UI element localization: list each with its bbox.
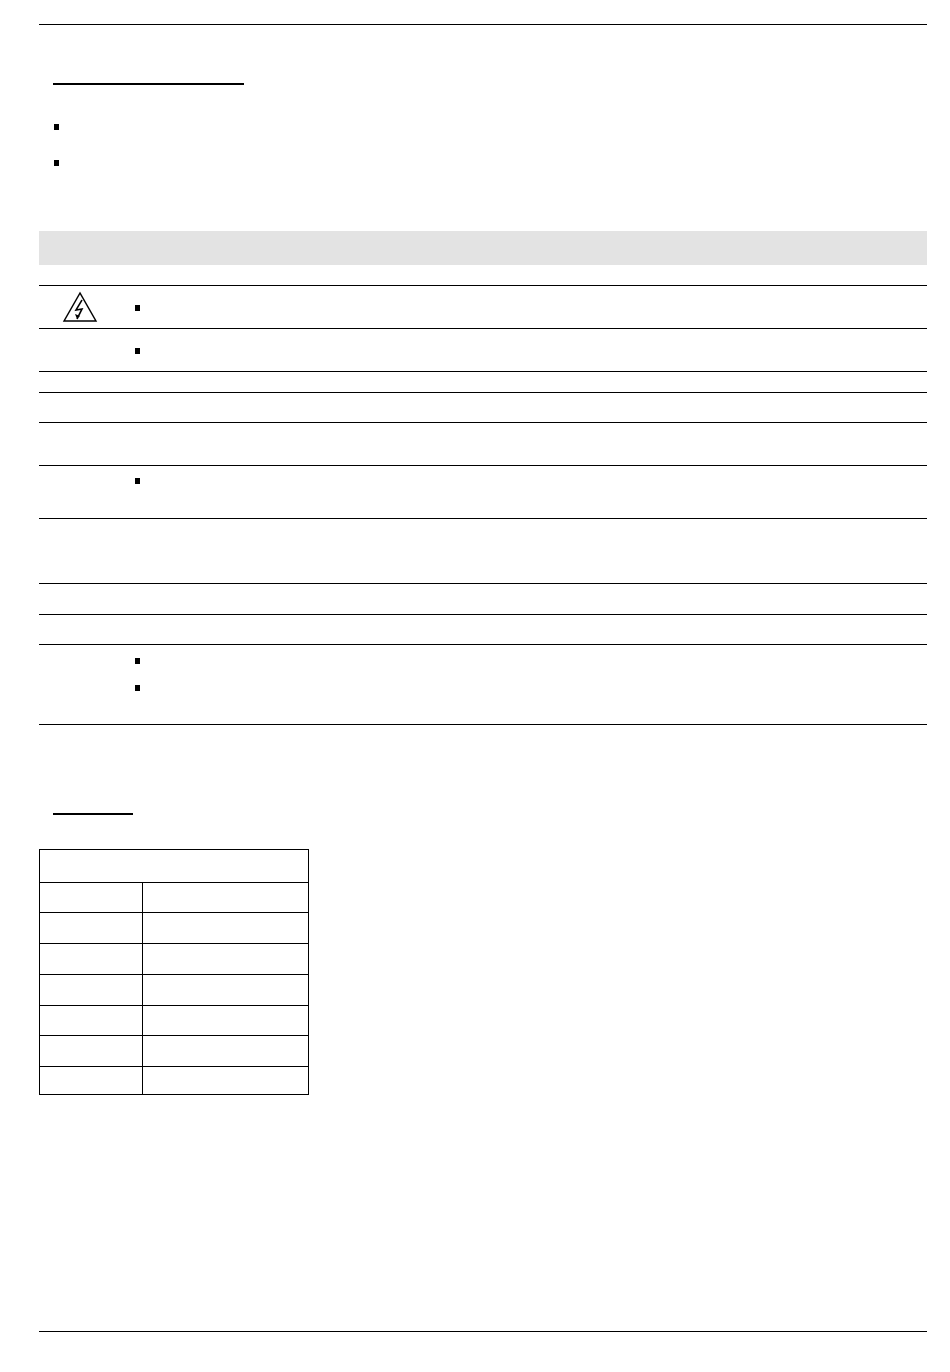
table-row-rule [39,518,927,519]
page-footer-rule [39,1331,927,1332]
spec-table-row-rule [40,912,308,913]
table-row-rule [39,724,927,725]
safety-table-header [39,231,927,265]
table-row-rule [39,285,927,286]
safety-bullet-marker [135,685,140,691]
table-row-rule [39,614,927,615]
spec-table [39,849,309,1095]
table-row-rule [39,644,927,645]
table-row-rule [39,328,927,329]
safety-bullet-marker [135,305,140,311]
safety-bullet-marker [135,348,140,354]
section1-bullet-marker [54,124,59,130]
safety-bullet-marker [135,478,140,484]
table-row-rule [39,465,927,466]
table-row-rule [39,422,927,423]
section1-heading-underline [53,83,244,85]
spec-table-row-rule [40,1005,308,1006]
table-row-rule [39,392,927,393]
high-voltage-warning-icon [62,291,98,323]
spec-table-row-rule [40,974,308,975]
safety-bullet-marker [135,658,140,664]
page-header-rule [39,24,927,25]
spec-table-row-rule [40,1066,308,1067]
spec-table-row-rule [40,1035,308,1036]
spec-table-row-rule [40,882,308,883]
table-row-rule [39,583,927,584]
section1-bullet-marker [54,160,59,166]
spec-table-row-rule [40,943,308,944]
section2-heading-underline [53,813,133,815]
table-row-rule [39,371,927,372]
spec-table-column-divider [142,883,143,1095]
